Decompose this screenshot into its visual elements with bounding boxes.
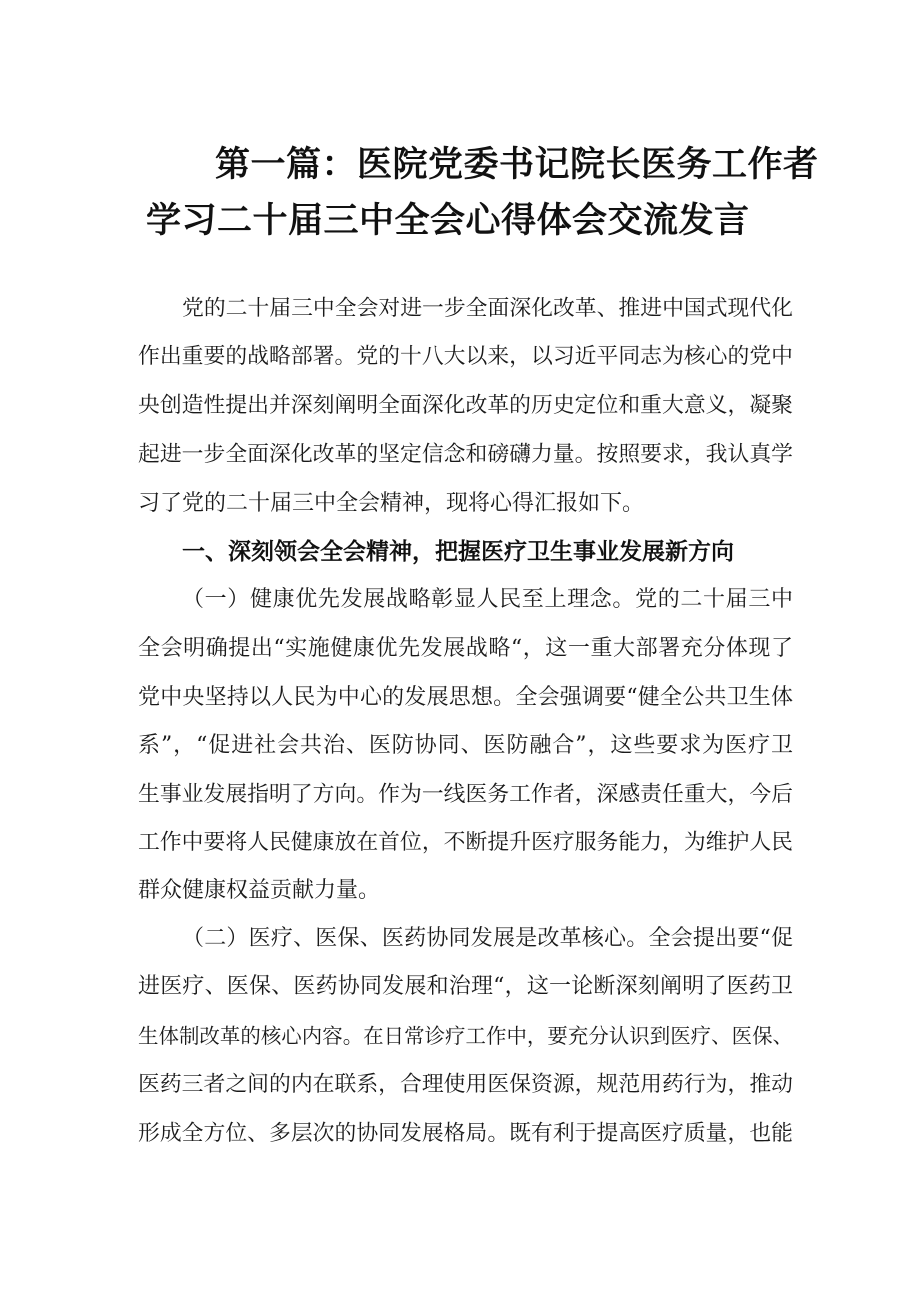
para2-line-5: 形成全方位、多层次的协同发展格局。既有利于提高医疗质量，也能 (138, 1121, 793, 1146)
document-title-line-2: 学习二十届三中全会心得体会交流发言 (146, 201, 750, 241)
para2-line-4: 医药三者之间的内在联系，合理使用医保资源，规范用药行为，推动 (138, 1072, 793, 1097)
para1-line-6: 工作中要将人民健康放在首位，不断提升医疗服务能力，为维护人民 (138, 830, 793, 855)
para1-line-3: 党中央坚持以人民为中心的发展思想。全会强调要“健全公共卫生体 (138, 685, 793, 710)
intro-line-4: 起进一步全面深化改革的坚定信念和磅礴力量。按照要求，我认真学 (138, 442, 793, 467)
para2-line-2: 进医疗、医保、医药协同发展和治理“，这一论断深刻阐明了医药卫 (138, 974, 793, 999)
intro-line-2: 作出重要的战略部署。党的十八大以来，以习近平同志为核心的党中 (138, 344, 793, 369)
para1-line-1: （一）健康优先发展战略彰显人民至上理念。党的二十届三中 (182, 587, 793, 612)
para1-line-2: 全会明确提出“实施健康优先发展战略“，这一重大部署充分体现了 (138, 636, 793, 661)
para2-line-1: （二）医疗、医保、医药协同发展是改革核心。全会提出要“促 (182, 926, 793, 951)
document-title-line-1: 第一篇：医院党委书记院长医务工作者 (215, 145, 819, 185)
para1-line-4: 系”，“促进社会共治、医防协同、医防融合”，这些要求为医疗卫 (138, 733, 793, 758)
section-heading: 一、深刻领会全会精神，把握医疗卫生事业发展新方向 (182, 539, 734, 565)
intro-line-1: 党的二十届三中全会对进一步全面深化改革、推进中国式现代化 (182, 296, 793, 321)
para1-line-5: 生事业发展指明了方向。作为一线医务工作者，深感责任重大，今后 (138, 782, 793, 807)
intro-line-5: 习了党的二十届三中全会精神，现将心得汇报如下。 (138, 491, 645, 516)
para1-line-7: 群众健康权益贡献力量。 (138, 878, 381, 903)
intro-line-3: 央创造性提出并深刻阐明全面深化改革的历史定位和重大意义，凝聚 (138, 393, 793, 418)
para2-line-3: 生体制改革的核心内容。在日常诊疗工作中，要充分认识到医疗、医保、 (138, 1024, 793, 1048)
